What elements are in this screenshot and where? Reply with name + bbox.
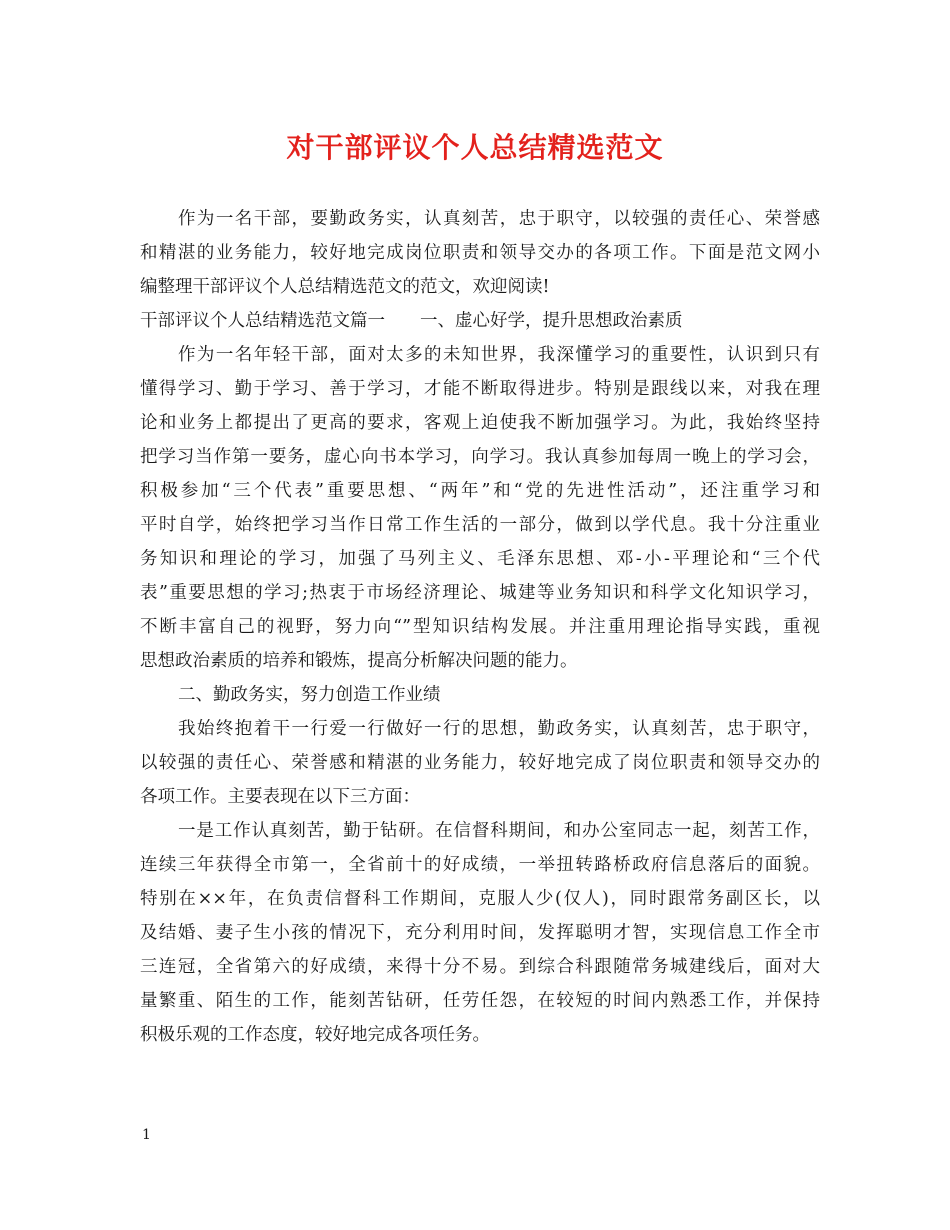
section-heading-line: 二、勤政务实，努力创造工作业绩	[178, 685, 441, 705]
body-line: 连续三年获得全市第一，全省前十的好成绩，一举扭转路桥政府信息落后的面貌。	[140, 855, 820, 875]
body-line: 以较强的责任心、荣誉感和精湛的业务能力，较好地完成了岗位职责和领导交办的	[140, 753, 820, 773]
body-line: 作为一名年轻干部，面对太多的未知世界，我深懂学习的重要性，认识到只有	[178, 345, 820, 365]
body-line: 编整理干部评议个人总结精选范文的范文，欢迎阅读!	[140, 277, 550, 297]
body-line: 论和业务上都提出了更高的要求，客观上迫使我不断加强学习。为此，我始终坚持	[140, 413, 820, 433]
body-line: 量繁重、陌生的工作，能刻苦钻研，任劳任怨，在较短的时间内熟悉工作，并保持	[140, 991, 820, 1011]
body-line: 积极乐观的工作态度，较好地完成各项任务。	[140, 1025, 490, 1045]
body-line: 特别在××年，在负责信督科工作期间，克服人少(仅人)，同时跟常务副区长，以	[140, 889, 820, 909]
document-body	[140, 202, 820, 1052]
body-line: 积极参加“三个代表”重要思想、“两年”和“党的先进性活动”，还注重学习和	[140, 481, 820, 501]
body-line: 和精湛的业务能力，较好地完成岗位职责和领导交办的各项工作。下面是范文网小	[140, 243, 820, 263]
section-heading-line: 干部评议个人总结精选范文篇一 一、虚心好学，提升思想政治素质	[140, 311, 683, 331]
body-line: 不断丰富自己的视野，努力向“”型知识结构发展。并注重用理论指导实践，重视	[140, 617, 820, 637]
body-line: 及结婚、妻子生小孩的情况下，充分利用时间，发挥聪明才智，实现信息工作全市	[140, 923, 820, 943]
body-line: 务知识和理论的学习，加强了马列主义、毛泽东思想、邓-小-平理论和“三个代	[140, 549, 820, 569]
body-line: 把学习当作第一要务，虚心向书本学习，向学习。我认真参加每周一晚上的学习会，	[140, 447, 820, 467]
page-number: 1	[142, 1127, 151, 1143]
body-line: 表”重要思想的学习;热衷于市场经济理论、城建等业务知识和科学文化知识学习，	[140, 583, 820, 603]
body-line: 我始终抱着干一行爱一行做好一行的思想，勤政务实，认真刻苦，忠于职守，	[178, 719, 820, 739]
document-title: 对干部评议个人总结精选范文	[286, 131, 664, 164]
body-line: 三连冠，全省第六的好成绩，来得十分不易。到综合科跟随常务城建线后，面对大	[140, 957, 820, 977]
body-line: 作为一名干部，要勤政务实，认真刻苦，忠于职守，以较强的责任心、荣誉感	[178, 209, 820, 229]
body-line: 懂得学习、勤于学习、善于学习，才能不断取得进步。特别是跟线以来，对我在理	[140, 379, 820, 399]
body-line: 一是工作认真刻苦，勤于钻研。在信督科期间，和办公室同志一起，刻苦工作，	[178, 821, 820, 841]
body-line: 各项工作。主要表现在以下三方面：	[140, 787, 420, 807]
body-line: 平时自学，始终把学习当作日常工作生活的一部分，做到以学代息。我十分注重业	[140, 515, 820, 535]
body-line: 思想政治素质的培养和锻炼，提高分析解决问题的能力。	[140, 651, 578, 671]
